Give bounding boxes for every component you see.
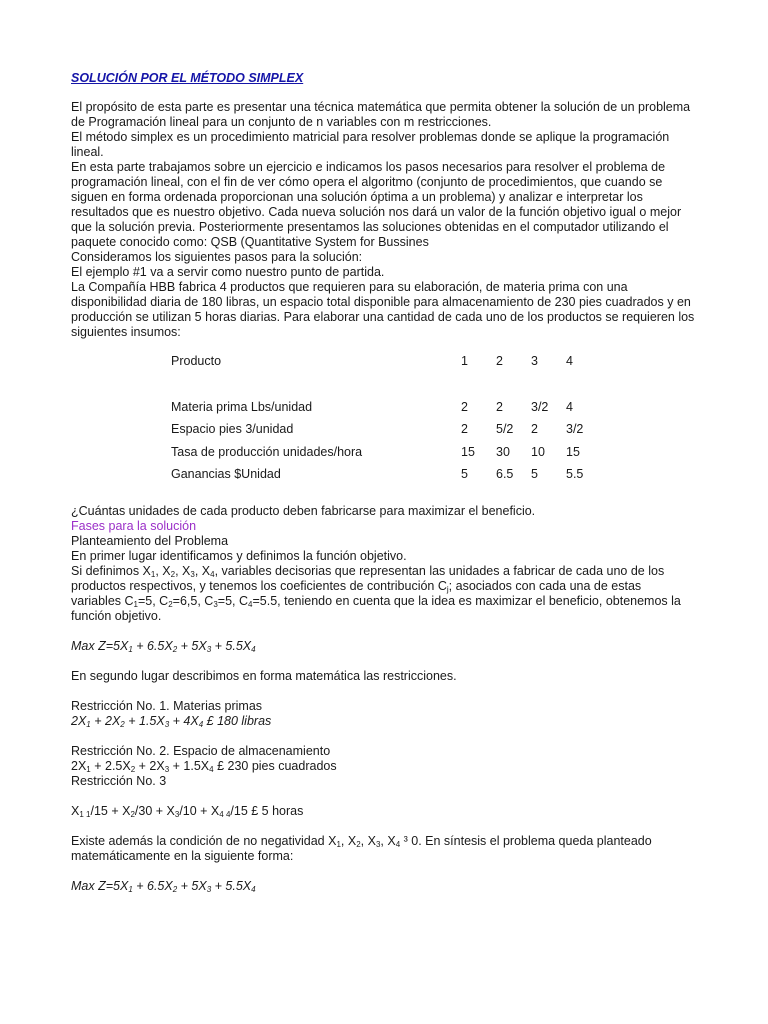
restriction-2-label: Restricción No. 2. Espacio de almacenamiento — [71, 743, 331, 758]
table-cell: 6.5 — [496, 467, 514, 481]
intro-line: siguen en forma ordenada proporcionan una solución óptima a un problema) y analizar e interpretar los — [71, 190, 643, 204]
definitions-line: productos respectivos, y tenemos los coeficientes de contribución $C_j$; asociados con cada una de estas — [71, 578, 642, 594]
definitions-line: Si definimos $X_1$, $X_2$, $X_3$, $X_4$, variables decisorias que representan las unidades a fabricar de cada uno de los — [71, 563, 665, 579]
table-row-label: Espacio pies 3/unidad — [171, 422, 294, 436]
table-header-label: Producto — [171, 354, 222, 368]
intro-line: En esta parte trabajamos sobre un ejercicio e indicamos los pasos necesarios para resolver el problema de — [71, 160, 666, 174]
objective-function: Max $Z=5X_1 + 6.5X_2 + 5X_3 + 5.5X_4$ — [71, 638, 256, 654]
table-cell: 2 — [461, 422, 468, 436]
table-cell: 30 — [496, 444, 510, 459]
intro-line: paquete conocido como: QSB (Quantitative System for Bussines — [71, 235, 429, 249]
restriction-1-label: Restricción No. 1. Materias primas — [71, 698, 263, 713]
table-row-label: Materia prima Lbs/unidad — [171, 399, 313, 414]
intro-line: La Compañía HBB fabrica 4 productos que requieren para su elaboración, de materia prima con una — [71, 280, 628, 294]
intro-line: lineal. — [71, 145, 104, 159]
intro-line: siguientes insumos: — [71, 325, 181, 339]
intro-line: de Programación lineal para un conjunto de n variables con m restricciones. — [71, 115, 492, 129]
table-cell: 15 — [461, 444, 475, 459]
table-cell: 4 — [566, 399, 573, 414]
products-table — [171, 354, 601, 490]
intro-line: disponibilidad diaria de 180 libras, un espacio total disponible para almacenamiento de 230 pies cuadrados y en — [71, 295, 691, 309]
nonnegativity-line: Existe además la condición de no negatividad $X_1$, $X_2$, $X_3$, $X_4$ ³ 0. En síntesis el problema queda planteado — [71, 833, 652, 849]
table-cell: 5 — [461, 467, 468, 481]
planteamiento-heading: Planteamiento del Problema — [71, 533, 229, 548]
restriction-3-label: Restricción No. 3 — [71, 773, 167, 788]
table-cell: 15 — [566, 444, 580, 459]
intro-line: Consideramos los siguientes pasos para la solución: — [71, 250, 363, 264]
table-header-cell: 2 — [496, 354, 503, 368]
table-cell: 5/2 — [496, 422, 514, 436]
table-row — [171, 422, 601, 445]
intro-line: que la solución previa. Posteriormente presentamos las soluciones obtenidas en el computador utilizando el — [71, 220, 669, 234]
table-spacer-row — [171, 377, 601, 400]
restriction-3-equation: $X_{1 1}/15 + X_2/30 + X_3/10 + X_{4 4}/15$ £ 5 horas — [71, 803, 304, 819]
intro-line: El propósito de esta parte es presentar una técnica matemática que permita obtener la solución de un problema — [71, 100, 691, 114]
intro-line: El método simplex es un procedimiento matricial para resolver problemas donde se aplique la programación — [71, 130, 670, 144]
table-row — [171, 445, 601, 468]
table-cell: 2 — [461, 399, 468, 414]
intro-line: programación lineal, con el fin de ver cómo opera el algoritmo (conjunto de procedimientos, que cuando se — [71, 175, 663, 189]
definitions-line: variables $C_1=5$, $C_2=6,5$, $C_3=5$, $C_4=5.5$, teniendo en cuenta que la idea es maximizar el beneficio, obtenemos la — [71, 593, 681, 609]
phases-heading: Fases para la solución — [71, 518, 197, 533]
objective-function-final: Max $Z=5X_1 + 6.5X_2 + 5X_3 + 5.5X_4$ — [71, 878, 256, 894]
restriction-2-equation: $2X_1 + 2.5X_2 + 2X_3 + 1.5X_4$ £ 230 pies cuadrados — [71, 758, 337, 774]
table-row-label: Ganancias $Unidad — [171, 467, 281, 481]
table-header-row — [171, 354, 601, 377]
document-title: SOLUCIÓN POR EL MÉTODO SIMPLEX — [71, 71, 304, 85]
table-cell: 3/2 — [531, 399, 549, 414]
table-cell: 2 — [496, 399, 503, 414]
table-row — [171, 467, 601, 490]
intro-line: producción se utilizan 5 horas diarias. Para elaborar una cantidad de cada uno de los productos se requieren los — [71, 310, 695, 324]
document-page — [71, 71, 711, 894]
second-step-text: En segundo lugar describimos en forma matemática las restricciones. — [71, 668, 457, 683]
table-header-cell: 4 — [566, 354, 573, 368]
table-cell: 2 — [531, 422, 538, 436]
restriction-1-equation: $2X_1 + 2X_2 + 1.5X_3 + 4X_4$ £ 180 libras — [71, 713, 272, 729]
definitions-line: función objetivo. — [71, 608, 162, 623]
intro-line: El ejemplo #1 va a servir como nuestro punto de partida. — [71, 265, 385, 279]
first-step-text: En primer lugar identificamos y definimos la función objetivo. — [71, 548, 407, 563]
table-cell: 3/2 — [566, 422, 584, 436]
intro-text — [71, 100, 711, 340]
table-row-label: Tasa de producción unidades/hora — [171, 444, 363, 459]
table-header-cell: 1 — [461, 354, 468, 368]
question-text: ¿Cuántas unidades de cada producto deben fabricarse para maximizar el beneficio. — [71, 503, 536, 518]
table-cell: 5.5 — [566, 467, 584, 481]
table-cell: 5 — [531, 467, 538, 481]
table-header-cell: 3 — [531, 354, 538, 368]
intro-line: resultados que es nuestro objetivo. Cada nueva solución nos dará un valor de la función objetivo igual o mejor — [71, 205, 682, 219]
table-row — [171, 400, 601, 423]
nonnegativity-line: matemáticamente en la siguiente forma: — [71, 848, 294, 863]
table-cell: 10 — [531, 444, 545, 459]
